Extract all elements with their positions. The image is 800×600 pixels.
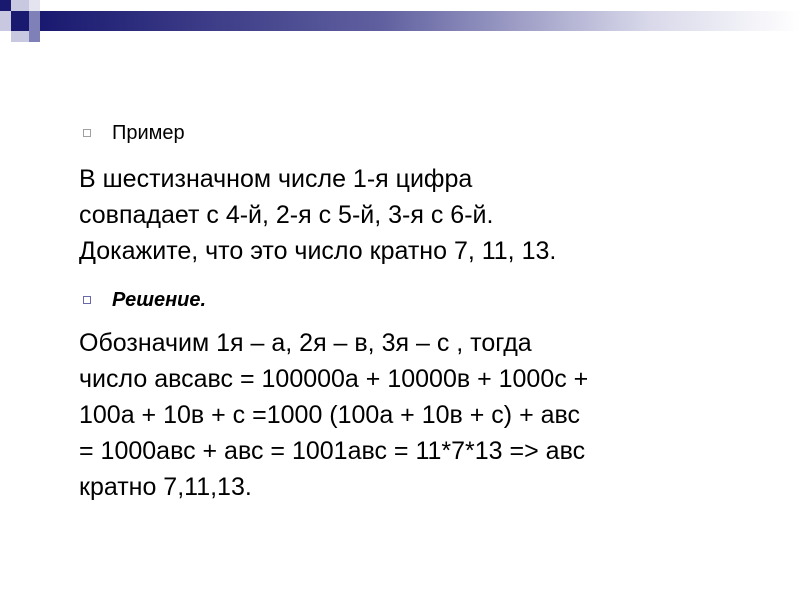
hollow-square-bullet-icon xyxy=(83,129,91,137)
banner-square-light xyxy=(11,31,29,42)
banner-square-dark xyxy=(0,0,11,11)
banner-square-mid xyxy=(11,11,29,31)
solution-text: Обозначим 1я – а, 2я – в, 3я – с , тогда число авсавс = 100000а + 10000в + 1000с + 100а + 10в + с =1000 (100а + 10в + с) + авс = 1000авс + авс = 1001авс = 11*7*13 => авс кратно 7,11,13. xyxy=(79,329,589,501)
banner-square-light xyxy=(0,11,11,31)
bullet-label-example: Пример xyxy=(112,122,185,144)
bullet-item-solution xyxy=(83,288,206,312)
problem-statement: В шестизначном числе 1-я цифра совпадает с 4-й, 2-я с 5-й, 3-я с 6-й. Докажите, что это число кратно 7, 11, 13. xyxy=(79,165,557,265)
bullet-item-example xyxy=(83,121,185,145)
banner-square-light xyxy=(11,0,29,11)
banner-square-mid xyxy=(29,11,40,31)
banner-square-mid xyxy=(29,31,40,42)
bullet-label-solution: Решение. xyxy=(112,289,207,311)
banner-square-light xyxy=(29,0,40,11)
decorative-header-banner xyxy=(0,0,800,60)
hollow-square-bullet-icon xyxy=(83,296,91,304)
banner-gradient-bar xyxy=(40,11,800,31)
